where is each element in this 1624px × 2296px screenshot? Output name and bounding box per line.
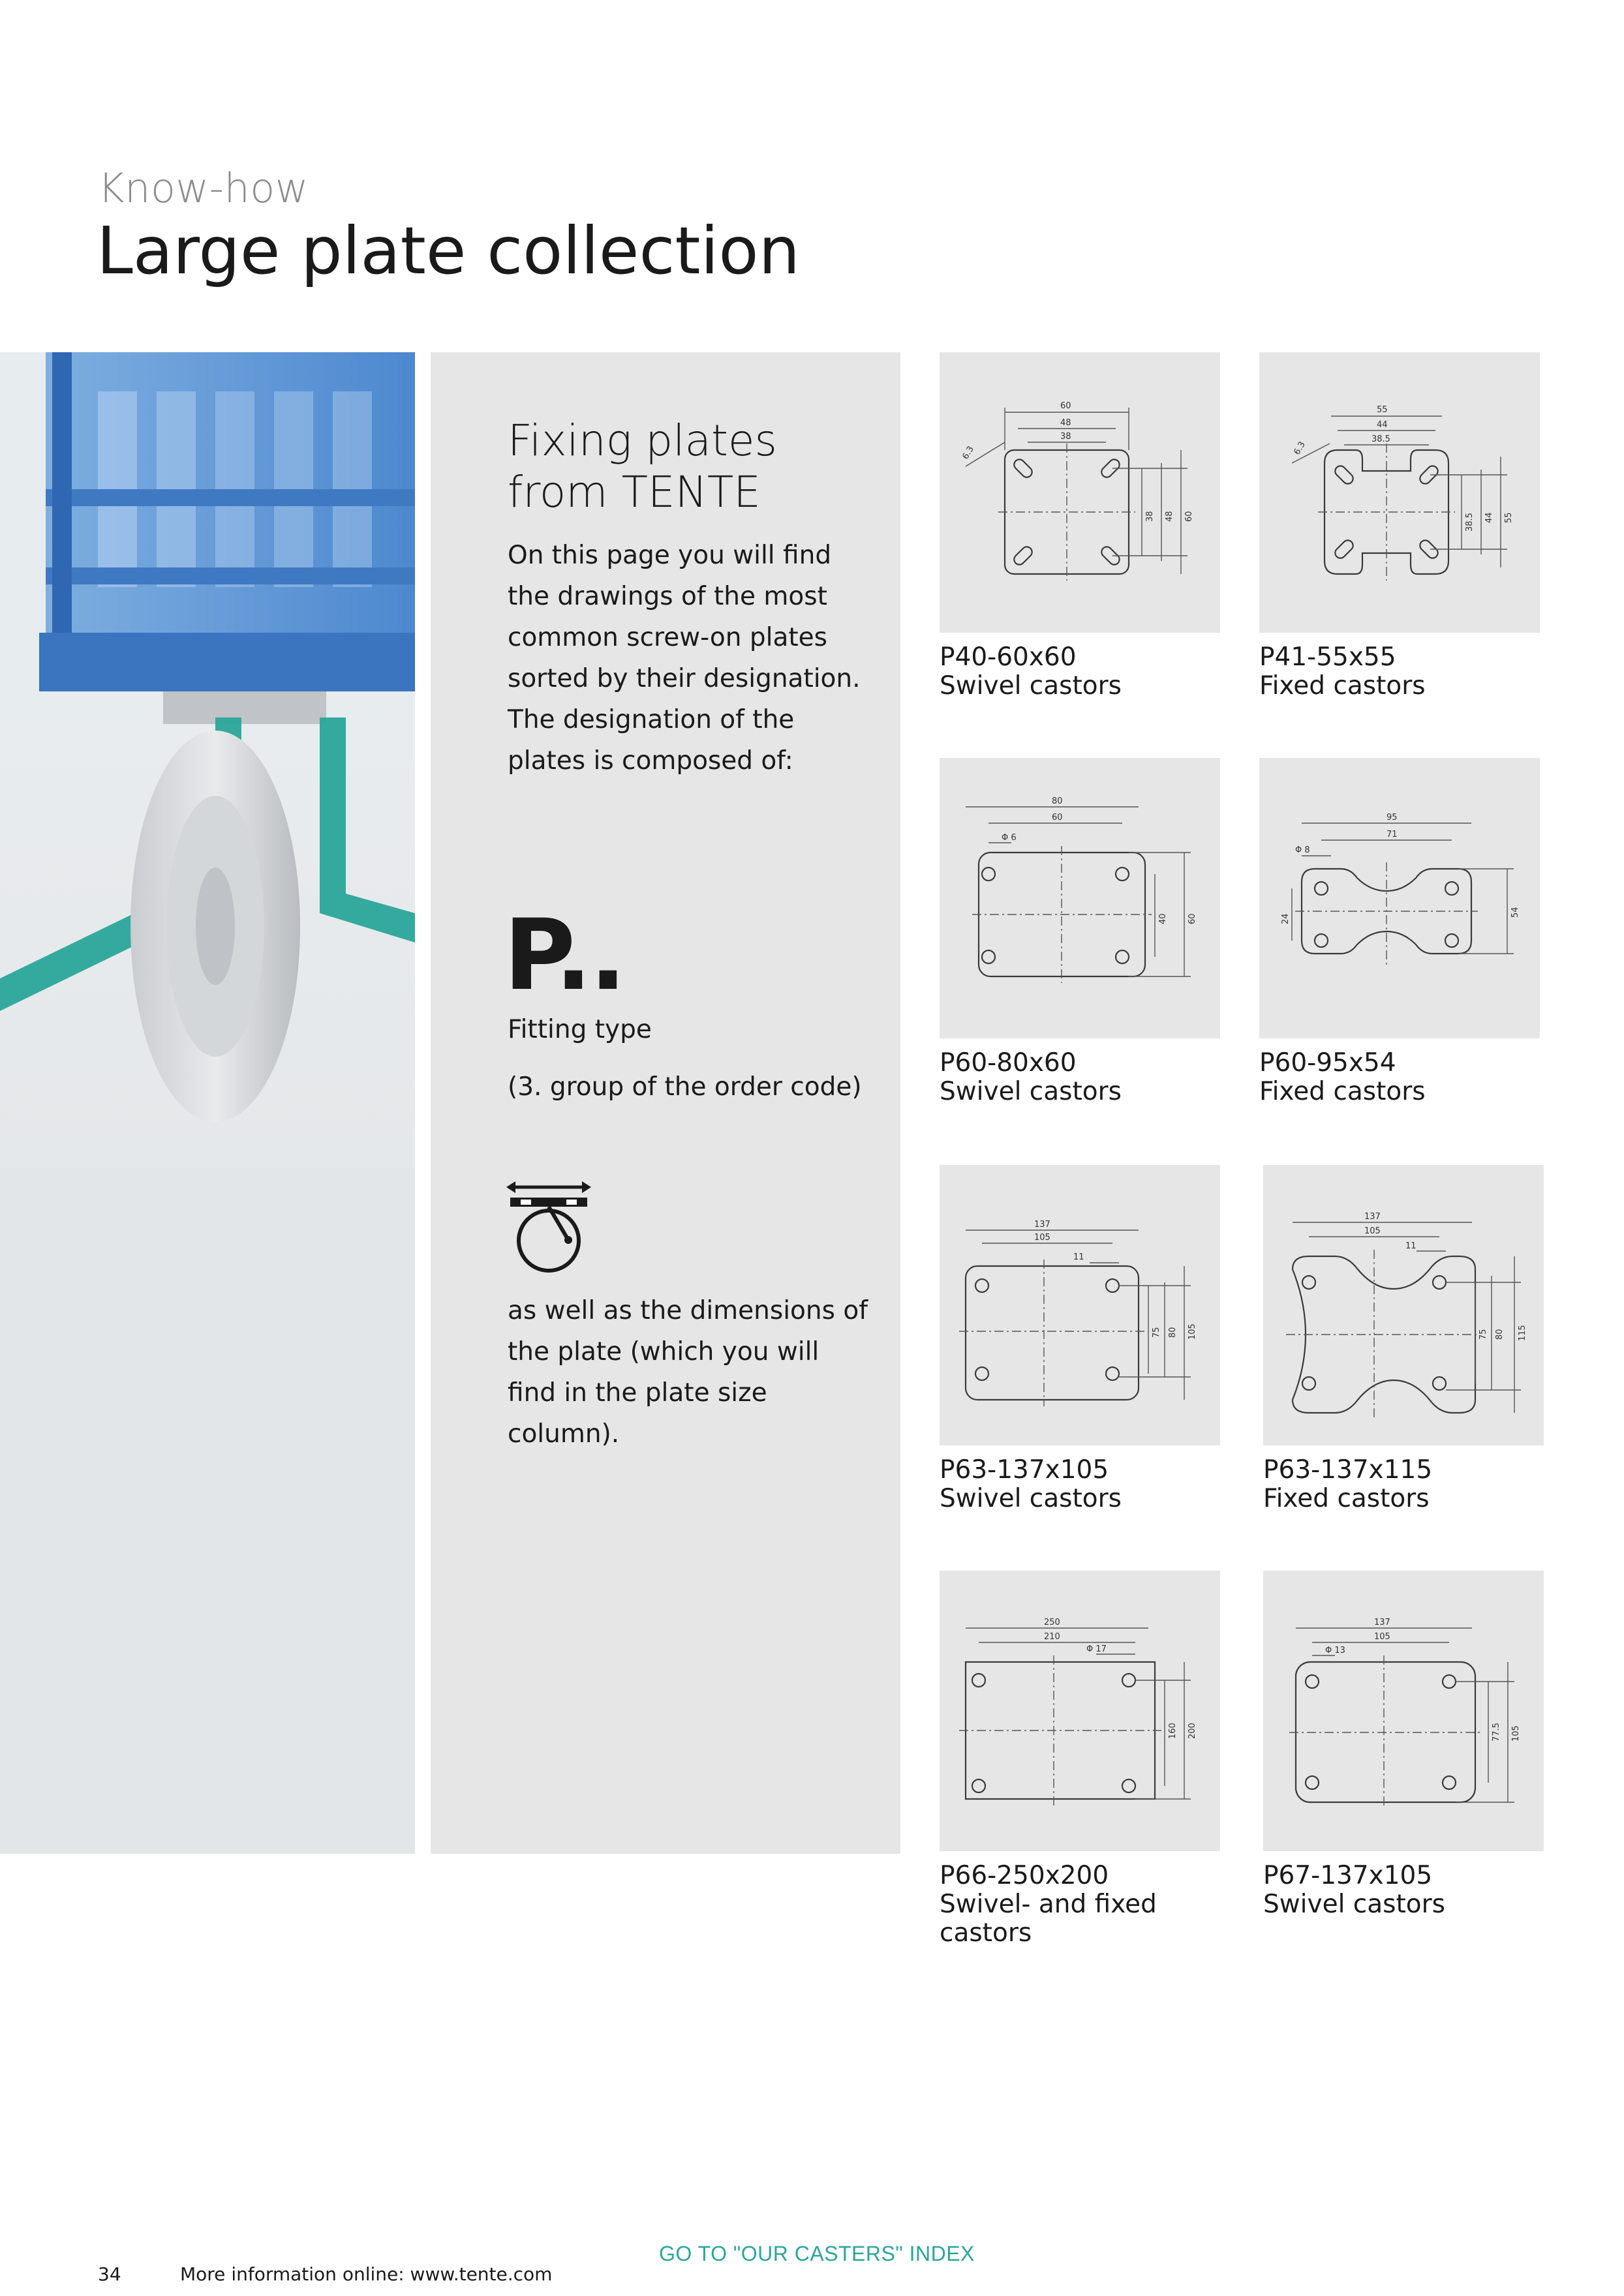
plate-code: P63-137x105 [940,1455,1109,1485]
svg-text:105: 105 [1034,1233,1050,1243]
plate-drawing-p63-137x105 [940,1165,1220,1445]
panel-heading: Fixing plates from TENTE [508,415,777,518]
plate-drawing-p41 [1259,352,1540,633]
plate-code: P60-80x60 [940,1048,1077,1078]
plate-type: Fixed castors [1259,671,1426,701]
plate-code: P41-55x55 [1259,642,1396,672]
svg-text:48: 48 [1060,418,1071,428]
svg-text:11: 11 [1073,1252,1084,1262]
svg-text:75: 75 [1478,1329,1488,1340]
svg-text:105: 105 [1187,1323,1197,1340]
svg-text:71: 71 [1387,830,1398,839]
svg-text:115: 115 [1518,1325,1527,1341]
svg-text:137: 137 [1364,1212,1381,1222]
svg-text:160: 160 [1168,1723,1178,1739]
plate-drawing-p63-137x115 [1263,1165,1544,1445]
plate-label-p67-137x105 [1263,1862,1544,1919]
svg-text:44: 44 [1377,420,1388,430]
plate-code: P66-250x200 [940,1861,1109,1890]
svg-text:Φ 8: Φ 8 [1295,845,1310,855]
svg-text:38.5: 38.5 [1465,513,1475,532]
plate-code: P60-95x54 [1259,1048,1396,1078]
swivel-caster-icon [506,1178,591,1276]
svg-text:75: 75 [1152,1327,1161,1338]
svg-text:60: 60 [1187,913,1197,924]
order-group-label: (3. group of the order code) [508,1072,862,1102]
svg-text:44: 44 [1484,512,1494,523]
svg-text:40: 40 [1158,913,1168,924]
plate-type: Fixed castors [1263,1484,1430,1513]
plate-type: Swivel castors [940,671,1122,701]
fitting-type-symbol: P.. [504,899,624,1012]
svg-text:77.5: 77.5 [1492,1723,1501,1742]
section-kicker: Know-how [98,164,309,212]
footer-info: More information online: www.tente.com [180,2263,553,2285]
svg-text:105: 105 [1374,1632,1390,1642]
svg-text:55: 55 [1377,405,1388,415]
plate-type: Swivel- and fixed castors [940,1890,1157,1948]
svg-text:95: 95 [1387,813,1398,823]
hero-photo [0,352,415,1854]
fitting-type-label: Fitting type [508,1015,652,1044]
svg-text:38: 38 [1145,511,1155,522]
plate-label-p66-250x200 [940,1862,1220,1948]
svg-text:137: 137 [1374,1618,1390,1627]
page-number: 34 [98,2263,121,2285]
svg-text:Φ 6: Φ 6 [1002,833,1017,843]
plate-type: Swivel castors [940,1484,1122,1513]
plate-drawing-p40 [940,352,1220,633]
svg-text:200: 200 [1187,1723,1197,1739]
page-title: Large plate collection [97,213,800,289]
plate-label-p40 [940,643,1220,701]
svg-text:105: 105 [1364,1226,1381,1236]
plate-code: P40-60x60 [940,642,1077,672]
plate-label-p63-137x105 [940,1456,1220,1513]
plate-code: P67-137x105 [1263,1861,1433,1890]
svg-text:48: 48 [1165,511,1174,522]
svg-text:80: 80 [1495,1329,1505,1340]
svg-text:54: 54 [1510,907,1520,918]
plate-drawing-p60-95x54 [1259,758,1540,1038]
plate-label-p41 [1259,643,1540,701]
svg-text:60: 60 [1184,511,1194,522]
casters-index-link[interactable]: GO TO "OUR CASTERS" INDEX [659,2242,975,2265]
svg-text:210: 210 [1044,1632,1060,1642]
svg-text:Φ 17: Φ 17 [1086,1644,1107,1654]
plate-drawing-p66-250x200 [940,1571,1220,1851]
svg-text:38: 38 [1060,432,1071,442]
svg-text:60: 60 [1052,813,1063,823]
svg-text:250: 250 [1044,1618,1060,1627]
plate-label-p60-80x60 [940,1049,1220,1106]
svg-text:6.3: 6.3 [1292,440,1308,457]
svg-text:11: 11 [1405,1241,1417,1251]
svg-text:24: 24 [1281,913,1291,924]
svg-text:38.5: 38.5 [1371,434,1390,444]
plate-type: Swivel castors [1263,1890,1445,1919]
svg-text:6.3: 6.3 [960,444,976,461]
svg-text:105: 105 [1511,1725,1521,1742]
svg-text:Φ 13: Φ 13 [1325,1646,1345,1655]
svg-text:80: 80 [1168,1327,1178,1338]
plate-drawing-p60-80x60 [940,758,1220,1038]
plate-type: Swivel castors [940,1077,1122,1106]
plate-label-p60-95x54 [1259,1049,1540,1106]
plate-drawing-p67-137x105 [1263,1571,1544,1851]
svg-text:80: 80 [1052,796,1063,806]
plate-type: Fixed castors [1259,1077,1426,1106]
panel-intro-text: On this page you will find the drawings of the most common screw-on plates sorted by their designation. The designation of the plates is composed of: [508,541,861,776]
panel-outro-text: as well as the dimensions of the plate (which you will find in the plate size column). [508,1296,868,1449]
plate-label-p63-137x115 [1263,1456,1544,1513]
svg-text:60: 60 [1060,401,1071,411]
plate-code: P63-137x115 [1263,1455,1433,1485]
svg-text:55: 55 [1504,512,1514,523]
svg-text:137: 137 [1034,1220,1050,1230]
